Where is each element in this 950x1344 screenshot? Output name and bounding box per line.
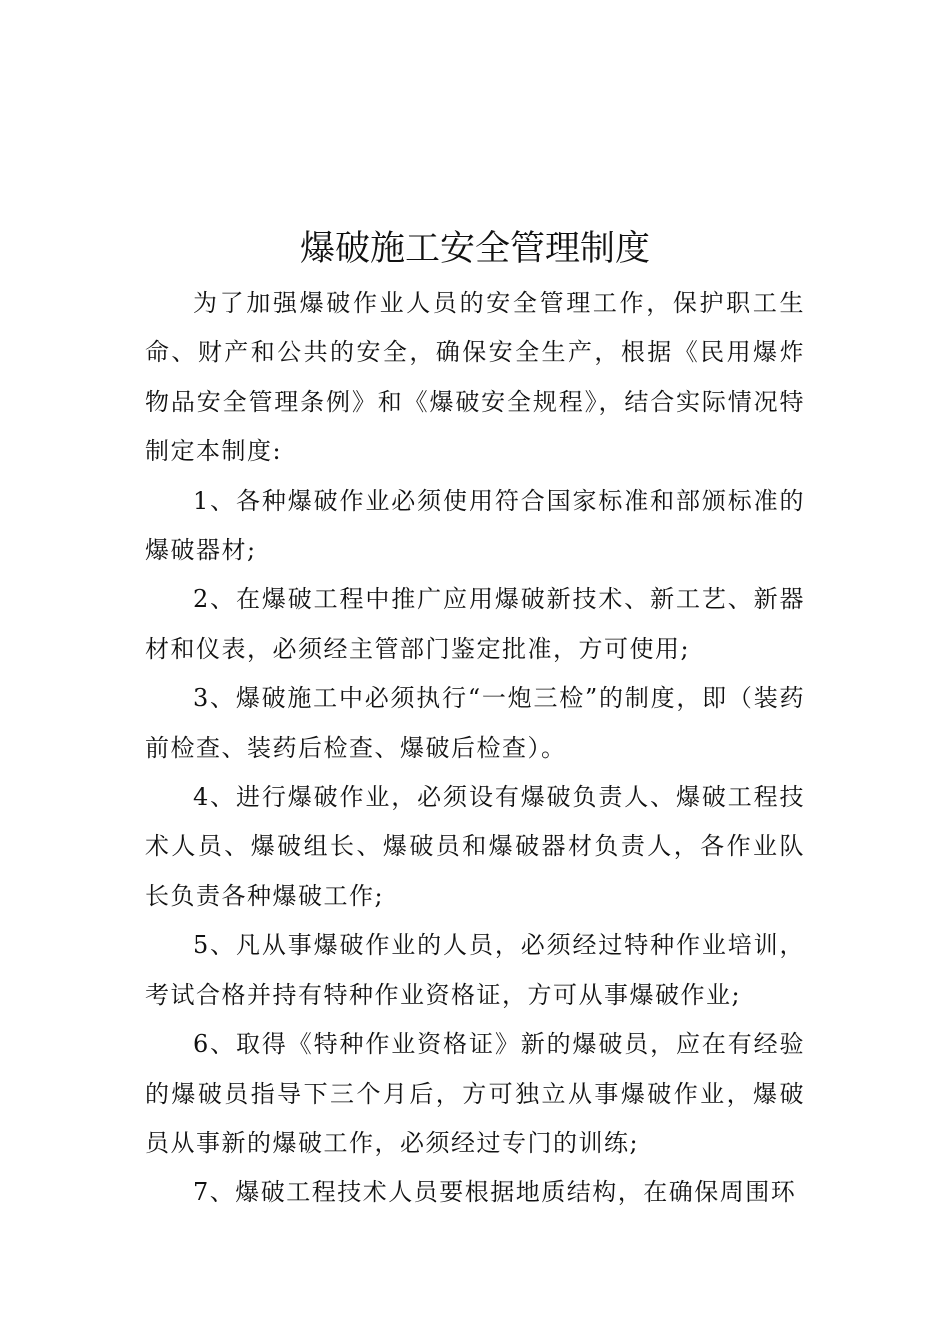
document-body xyxy=(145,279,805,1218)
rule-7-paragraph: 7、爆破工程技术人员要根据地质结构，在确保周围环 xyxy=(193,1178,797,1207)
rule-6-paragraph: 6、取得《特种作业资格证》新的爆破员，应在有经验的爆破员指导下三个月后，方可独立从事爆破作业，爆破员从事新的爆破工作，必须经过专门的训练; xyxy=(145,1030,805,1157)
intro-paragraph: 为了加强爆破作业人员的安全管理工作，保护职工生命、财产和公共的安全，确保安全生产，根据《民用爆炸物品安全管理条例》和《爆破安全规程》，结合实际情况特制定本制度: xyxy=(145,289,805,466)
rule-4-paragraph: 4、进行爆破作业，必须设有爆破负责人、爆破工程技术人员、爆破组长、爆破员和爆破器材负责人，各作业队长负责各种爆破工作; xyxy=(145,783,805,910)
rule-1-paragraph: 1、各种爆破作业必须使用符合国家标准和部颁标准的爆破器材; xyxy=(145,486,805,565)
document-title: 爆破施工安全管理制度 xyxy=(299,229,650,269)
rule-2-paragraph: 2、在爆破工程中推广应用爆破新技术、新工艺、新器材和仪表，必须经主管部门鉴定批准，方可使用; xyxy=(145,585,805,663)
rule-3-paragraph: 3、爆破施工中必须执行“一炮三检”的制度，即（装药前检查、装药后检查、爆破后检查）。 xyxy=(145,684,805,762)
rule-5-paragraph: 5、凡从事爆破作业的人员，必须经过特种作业培训，考试合格并持有特种作业资格证，方可从事爆破作业; xyxy=(145,931,805,1009)
